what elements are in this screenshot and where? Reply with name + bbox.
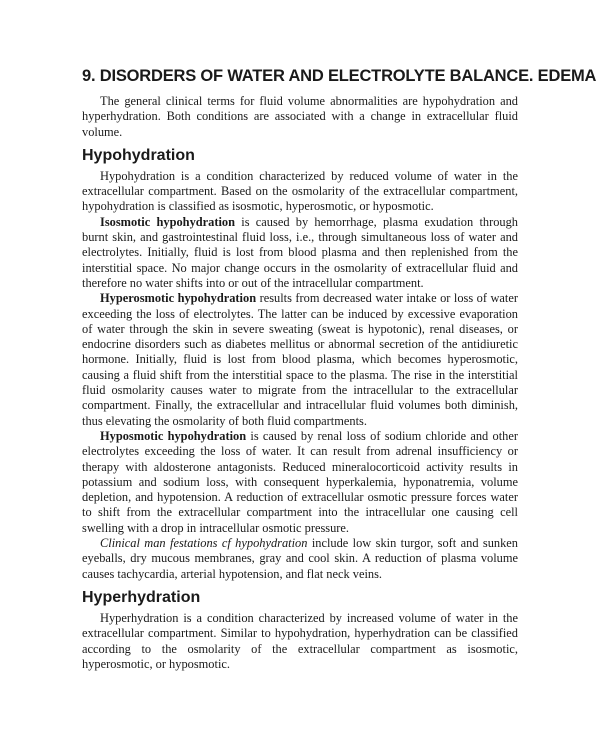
isosmotic-paragraph — [82, 215, 518, 291]
clinical-term: Clinical man festations cf hypohydration — [100, 536, 308, 551]
chapter-title: 9. DISORDERS OF WATER AND ELECTROLYTE BALANCE. EDEMA — [82, 67, 597, 85]
hyperhydration-definition: Hyperhydration is a condition characterized by increased volume of water in the extracellular compartment. Similar to hypohydration, hyperhydration can be classified according to the osmolarity of the extracellular compartment as isosmotic, hyperosmotic, or hyposmotic. — [82, 610, 518, 671]
hyperosmotic-text: results from decreased water intake or loss of water exceeding the loss of electrolytes. The latter can be induced by excessive evaporation of water through the skin in severe sweating (sweat is hypotonic), renal diseases, or endocrine disorders such as diabetes mellitus or abnormal secretion of the antidiuretic hormone. Initially, fluid is lost from blood plasma, which becomes hyperosmotic, causing a fluid shift from the interstitial space to the plasma. The rise in the interstitial fluid osmolarity causes water to migrate from the intracellular to the extracellular compartment. Finally, the extracellular and intracellular fluid volumes both diminish, thus elevating the osmolarity of both fluid compartments. — [82, 291, 518, 428]
hyposmotic-text: is caused by renal loss of sodium chloride and other electrolytes exceeding the loss of water. It can result from adrenal insufficiency or therapy with aldosterone antagonists. Reduced mineralocorticoid activity results in potassium and sodium loss, with consequent hyperkalemia, hyponatremia, volume depletion, and hypotension. A reduction of extracellular osmotic pressure forces water to shift from the extracellular compartment into the intracellular one causing cell swelling with a drop in intracellular osmotic pressure. — [82, 428, 518, 535]
hyposmotic-paragraph — [82, 429, 518, 536]
hypohydration-heading: Hypohydration — [82, 146, 195, 164]
hyposmotic-term: Hyposmotic hypohydration — [100, 428, 247, 443]
hyperosmotic-term: Hyperosmotic hypohydration — [100, 291, 257, 306]
hyperosmotic-paragraph — [82, 291, 518, 429]
hyperhydration-heading: Hyperhydration — [82, 588, 201, 606]
hypohydration-definition: Hypohydration is a condition characterized by reduced volume of water in the extracellular compartment. Based on the osmolarity of the extracellular compartment, hypohydration is classified as isosmotic, hyperosmotic, or hyposmotic. — [82, 168, 518, 214]
isosmotic-term: Isosmotic hypohydration — [100, 214, 236, 229]
isosmotic-text: is caused by hemorrhage, plasma exudation through burnt skin, and gastrointestinal fluid loss, i.e., through simultaneous loss of water and electrolytes. Initially, fluid is lost from blood plasma and then replenished from the interstitial space. No major change occurs in the osmolarity of extracellular fluid and therefore no water shifts into or out of the intracellular compartment. — [82, 214, 518, 290]
clinical-text: include low skin turgor, soft and sunken eyeballs, dry mucous membranes, gray and cool skin. A reduction of plasma volume causes tachycardia, arterial hypotension, and flat neck veins. — [82, 536, 518, 581]
document-page — [82, 66, 597, 672]
intro-paragraph: The general clinical terms for fluid volume abnormalities are hypohydration and hyperhydration. Both conditions are associated with a change in extracellular fluid volume. — [82, 94, 518, 139]
clinical-manifestations-paragraph — [82, 536, 518, 582]
